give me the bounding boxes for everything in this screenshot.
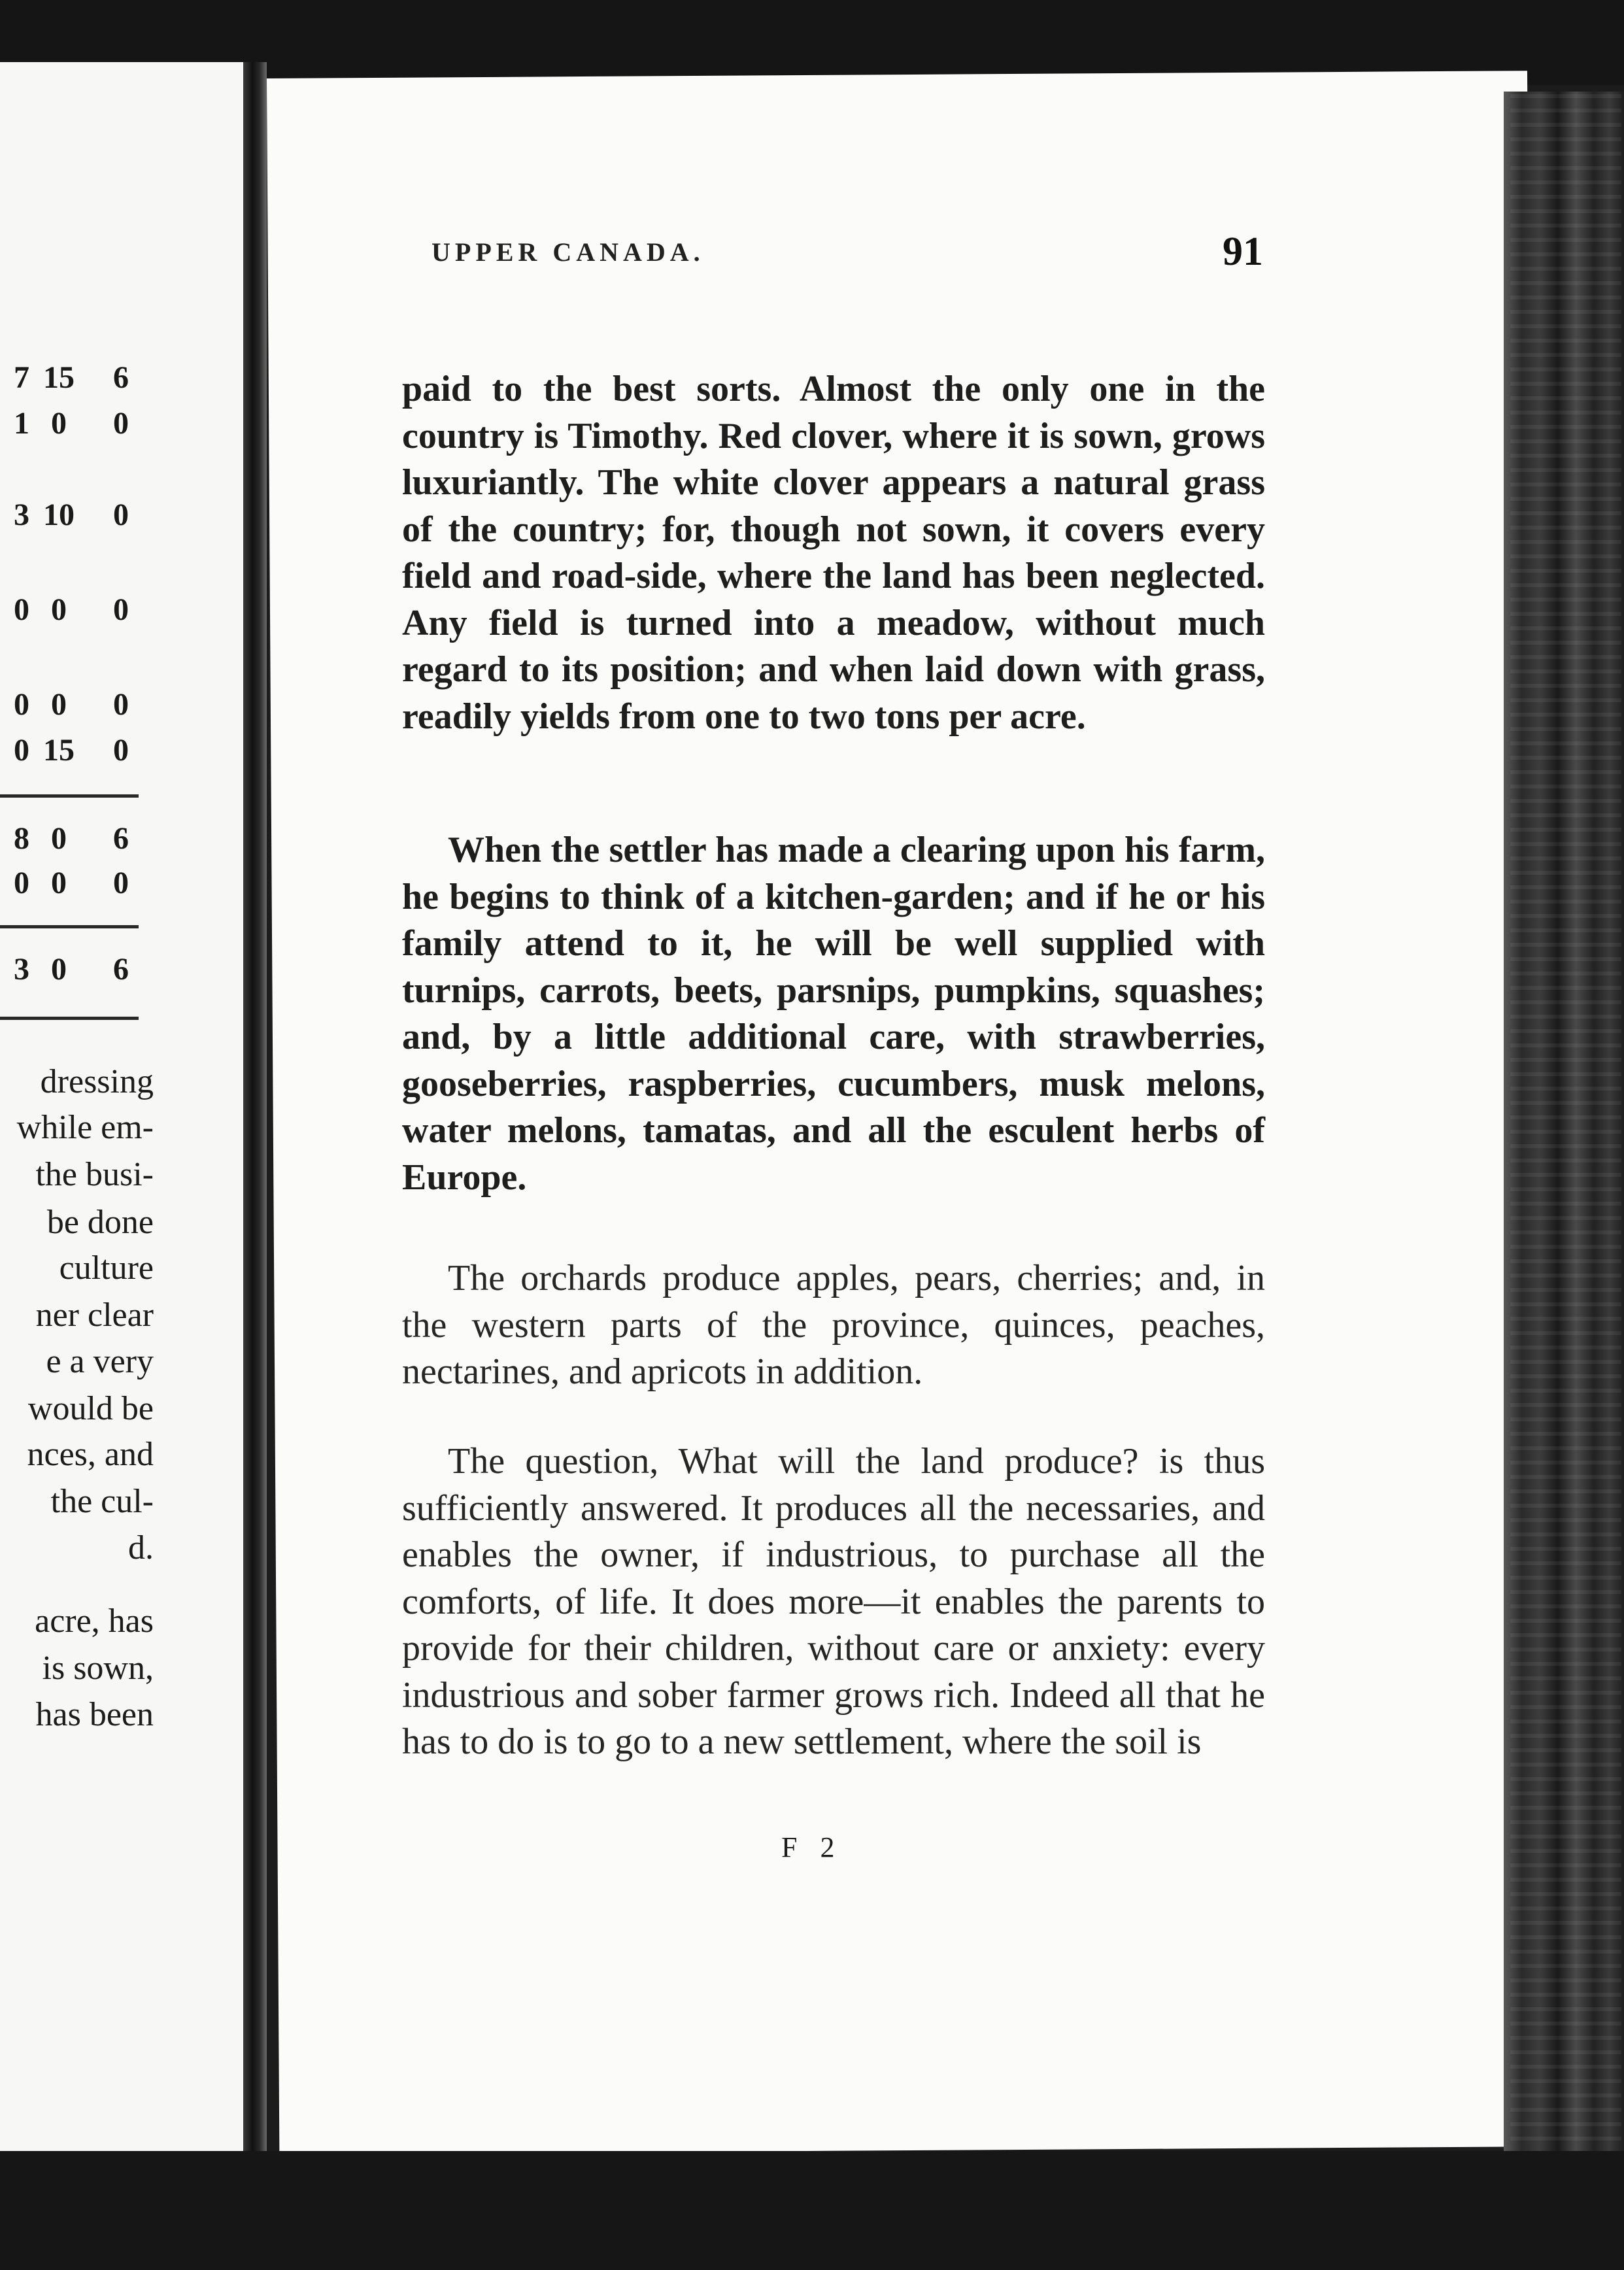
paragraph-text: The orchards produce apples, pears, cherries; and, in the western parts of the province, quinces, peaches, nectarines, and apricots in addition. bbox=[402, 1258, 1265, 1392]
table-cell: 6 bbox=[113, 360, 129, 395]
table-cell: 0 bbox=[113, 592, 129, 627]
table-cell: 0 bbox=[113, 733, 129, 768]
table-cell: 0 bbox=[51, 866, 67, 900]
table-cell: 0 bbox=[51, 406, 67, 441]
table-cell: 0 bbox=[51, 952, 67, 987]
paragraph-text: paid to the best sorts. Almost the only one in the country is Timothy. Red clover, where it is sown, grows luxuriantly. The white clover appears a natural grass of the country; for, though not sown, it covers every field and road-side, where the land has been neglected. Any field is turned into a meadow, without much regard to its position; and when laid down with grass, readily yields from one to two tons per acre. bbox=[402, 369, 1265, 737]
paragraph-grasses bbox=[402, 366, 1265, 740]
text-line: be done bbox=[46, 1204, 154, 1241]
text-line: d. bbox=[128, 1529, 154, 1567]
table-row bbox=[0, 865, 141, 904]
text-line: nces, and bbox=[27, 1436, 154, 1473]
text-line: is sown, bbox=[42, 1650, 154, 1687]
book-gutter bbox=[243, 62, 267, 2180]
paragraph-orchards bbox=[402, 1255, 1265, 1396]
table-cell: 15 bbox=[43, 733, 75, 768]
table-rule bbox=[0, 794, 139, 798]
table-cell: 3 bbox=[14, 498, 29, 532]
table-row bbox=[0, 360, 141, 399]
text-line: would be bbox=[27, 1390, 154, 1427]
text-line: dressing bbox=[40, 1063, 154, 1100]
text-line: the busi- bbox=[35, 1156, 154, 1193]
table-cell: 8 bbox=[14, 821, 29, 856]
table-cell: 6 bbox=[113, 821, 129, 856]
table-cell: 0 bbox=[113, 406, 129, 441]
text-line: while em- bbox=[16, 1109, 154, 1146]
page-number: 91 bbox=[1223, 229, 1263, 274]
table-cell: 0 bbox=[14, 866, 29, 900]
table-cell: 15 bbox=[43, 360, 75, 395]
text-line: acre, has bbox=[35, 1602, 154, 1640]
table-row bbox=[0, 732, 141, 771]
paragraph-text: The question, What will the land produce? is thus sufficiently answered. It produces all the necessaries, and enables the owner, if industrious, to purchase all the comforts, of life. It does more—it enables the parents to provide for their children, without care or anxiety: every industrious and sober farmer grows rich. Indeed all that he has to do is to go to a new settlement, where the soil is bbox=[402, 1441, 1265, 1762]
table-cell: 6 bbox=[113, 952, 129, 987]
table-cell: 0 bbox=[51, 592, 67, 627]
table-row bbox=[0, 951, 141, 991]
table-cell: 0 bbox=[14, 687, 29, 722]
table-cell: 0 bbox=[113, 687, 129, 722]
table-cell: 0 bbox=[113, 498, 129, 532]
paragraph-garden bbox=[402, 827, 1265, 1201]
table-row bbox=[0, 592, 141, 631]
table-cell: 10 bbox=[43, 498, 75, 532]
paragraph-question bbox=[402, 1438, 1265, 1766]
signature-mark: F 2 bbox=[781, 1831, 843, 1863]
paragraph-text: When the settler has made a clearing upon his farm, he begins to think of a kitchen-garden; and if he or his family attend to it, he will be well supplied with turnips, carrots, beets, parsnips, pumpkins, squashes; and, by a little additional care, with strawberries, gooseberries, raspberries, cucumbers, musk melons, water melons, tamatas, and all the esculent herbs of Europe. bbox=[402, 830, 1265, 1198]
table-cell: 0 bbox=[14, 592, 29, 627]
table-row bbox=[0, 821, 141, 860]
running-head: UPPER CANADA. bbox=[431, 237, 705, 267]
table-rule bbox=[0, 1017, 139, 1020]
text-line: e a very bbox=[46, 1343, 154, 1380]
scan-background-bottom bbox=[0, 2151, 1624, 2270]
table-row bbox=[0, 405, 141, 445]
text-line: has been bbox=[35, 1696, 154, 1733]
table-row bbox=[0, 497, 141, 536]
table-cell: 0 bbox=[113, 866, 129, 900]
text-line: culture bbox=[59, 1249, 154, 1287]
left-facing-page bbox=[0, 62, 245, 2180]
table-cell: 0 bbox=[14, 733, 29, 768]
table-cell: 0 bbox=[51, 687, 67, 722]
text-line: ner clear bbox=[35, 1296, 154, 1334]
table-cell: 1 bbox=[14, 406, 29, 441]
table-rule bbox=[0, 925, 139, 928]
table-row bbox=[0, 686, 141, 726]
table-cell: 7 bbox=[14, 360, 29, 395]
table-cell: 3 bbox=[14, 952, 29, 987]
page-edge-texture bbox=[1510, 92, 1621, 2184]
table-cell: 0 bbox=[51, 821, 67, 856]
text-line: the cul- bbox=[50, 1483, 154, 1520]
